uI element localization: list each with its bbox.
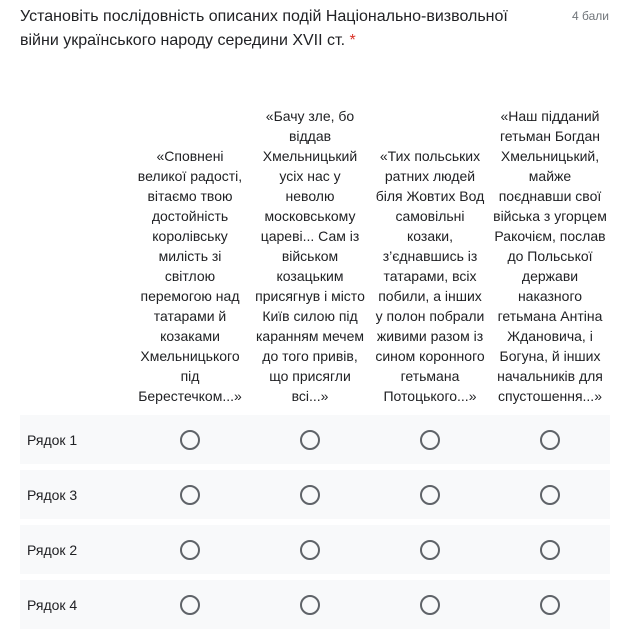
grid-row: [20, 580, 610, 629]
points-label: 4 бали: [572, 9, 609, 23]
radio-button[interactable]: [180, 540, 200, 560]
radio-button[interactable]: [300, 485, 320, 505]
radio-button[interactable]: [300, 595, 320, 615]
column-headers: [20, 70, 610, 410]
radio-button[interactable]: [180, 485, 200, 505]
cell: [370, 430, 490, 450]
radio-button[interactable]: [540, 595, 560, 615]
cell: [130, 595, 250, 615]
cell: [130, 430, 250, 450]
radio-button[interactable]: [420, 595, 440, 615]
radio-button[interactable]: [540, 485, 560, 505]
cell: [250, 540, 370, 560]
row-label: Рядок 3: [27, 486, 78, 503]
choice-grid: [20, 70, 610, 629]
cell: [490, 485, 610, 505]
row-label: Рядок 1: [27, 431, 78, 448]
radio-button[interactable]: [540, 430, 560, 450]
radio-button[interactable]: [540, 540, 560, 560]
cell: [250, 485, 370, 505]
cell: [490, 430, 610, 450]
column-header-1: «Сповнені великої радості, вітаємо твою достойність королівську милість зі світлою перемогою над татарами й козаками Хмельницького під Берестечком...»: [137, 148, 243, 404]
radio-button[interactable]: [180, 595, 200, 615]
column-header-4: «Наш підданий гетьман Богдан Хмельницький, майже поєднавши свої війська з угорцем Ракочієм, послав до Польської держави наказного гетьмана Антіна Ждановича, і Богуна, й інших начальників для спустошення...»: [493, 108, 607, 404]
column-header-3: «Тих польських ратних людей біля Жовтих Вод самовільні козаки, з’єднавшись із татарами, всіх побили, а інших у полон побрали живими разом із сином коронного гетьмана Потоцького...»: [375, 148, 485, 404]
question-header: [20, 5, 550, 53]
radio-button[interactable]: [420, 430, 440, 450]
required-marker: *: [349, 32, 356, 49]
grid-row: [20, 525, 610, 574]
row-label: Рядок 2: [27, 541, 78, 558]
radio-button[interactable]: [300, 430, 320, 450]
cell: [130, 485, 250, 505]
row-label: Рядок 4: [27, 596, 78, 613]
grid-row: [20, 415, 610, 464]
grid-rows: [20, 415, 610, 629]
cell: [490, 540, 610, 560]
cell: [490, 595, 610, 615]
cell: [130, 540, 250, 560]
cell: [370, 540, 490, 560]
radio-button[interactable]: [420, 485, 440, 505]
question-title: Установіть послідовність описаних подій Національно-визвольної війни українського народу середини XVII ст.: [20, 8, 508, 49]
cell: [250, 430, 370, 450]
radio-button[interactable]: [180, 430, 200, 450]
cell: [250, 595, 370, 615]
grid-row: [20, 470, 610, 519]
cell: [370, 485, 490, 505]
radio-button[interactable]: [420, 540, 440, 560]
cell: [370, 595, 490, 615]
radio-button[interactable]: [300, 540, 320, 560]
column-header-2: «Бачу зле, бо віддав Хмельницький усіх нас у неволю московському цареві... Сам із військом козацьким присягнув і місто Київ силою під каранням мечем до того привів, що присягли всі...»: [255, 108, 365, 404]
